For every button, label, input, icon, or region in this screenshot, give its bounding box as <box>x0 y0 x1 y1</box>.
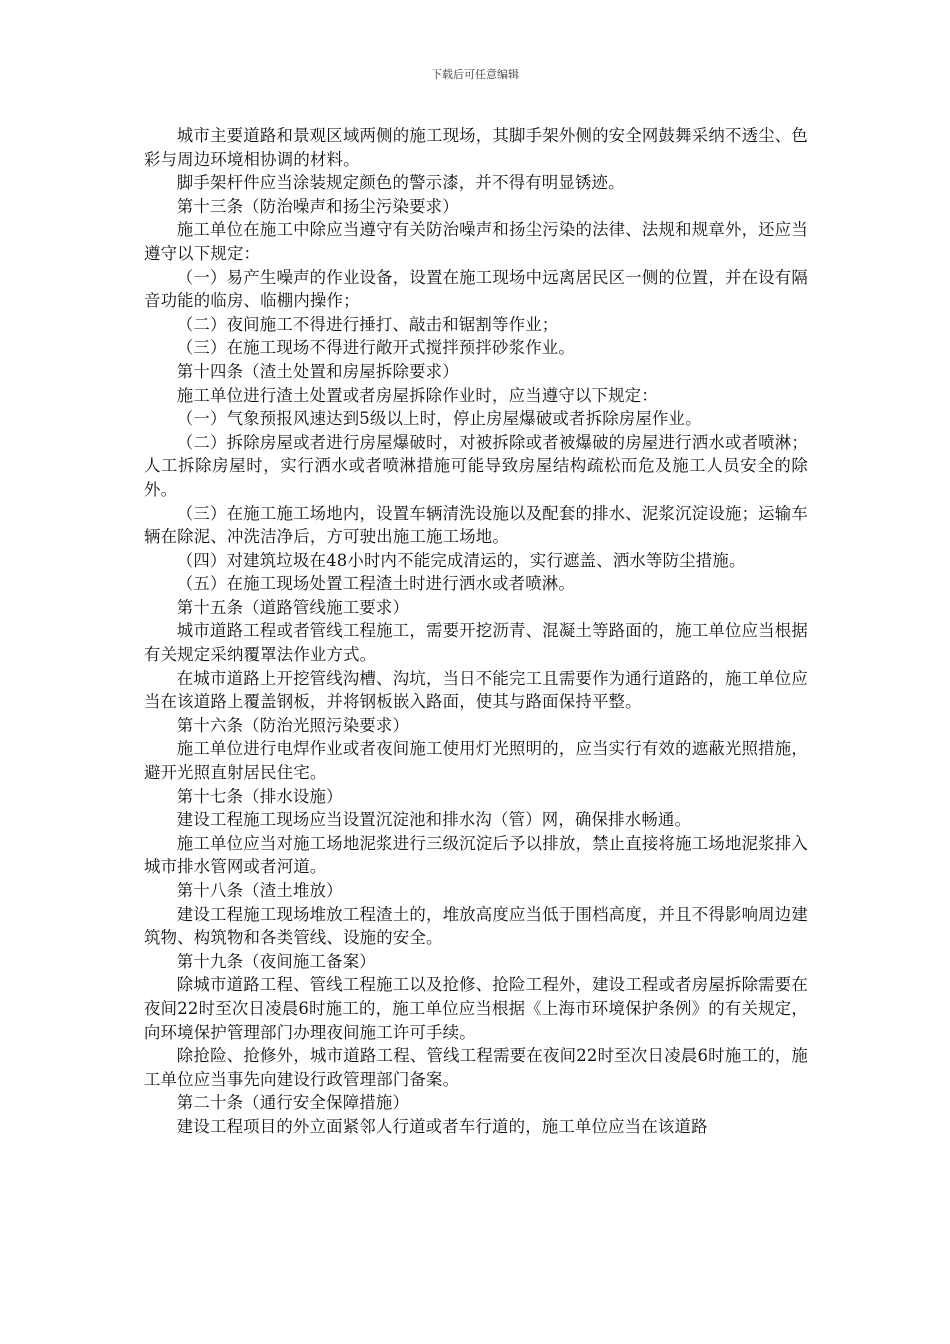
article-heading: 第十四条（渣土处置和房屋拆除要求） <box>176 361 459 381</box>
paragraph: 施工单位进行渣土处置或者房屋拆除作业时，应当遵守以下规定： <box>176 385 658 405</box>
list-item: （一）易产生噪声的作业设备，设置在施工现场中远离居民区一侧的位置，并在设有隔音功能的临房、临棚内操作； <box>144 267 808 311</box>
document-body <box>144 124 808 1139</box>
paragraph: 城市道路工程或者管线工程施工，需要开挖沥青、混凝土等路面的，施工单位应当根据有关规定采纳覆罩法作业方式。 <box>144 621 808 665</box>
paragraph: 施工单位应当对施工场地泥浆进行三级沉淀后予以排放，禁止直接将施工场地泥浆排入城市排水管网或者河道。 <box>144 833 808 877</box>
article-heading: 第二十条（通行安全保障措施） <box>176 1093 410 1113</box>
article-heading: 第十三条（防治噪声和扬尘污染要求） <box>176 196 459 216</box>
paragraph: 除城市道路工程、管线工程施工以及抢修、抢险工程外，建设工程或者房屋拆除需要在夜间22时至次日凌晨6时施工的，施工单位应当根据《上海市环境保护条例》的有关规定，向环境保护管理部门办理夜间施工许可手续。 <box>144 975 808 1042</box>
list-item: （一）气象预报风速达到5级以上时，停止房屋爆破或者拆除房屋作业。 <box>176 409 702 429</box>
paragraph: 除抢险、抢修外，城市道路工程、管线工程需要在夜间22时至次日凌晨6时施工的，施工单位应当事先向建设行政管理部门备案。 <box>144 1046 808 1089</box>
page-header-note: 下载后可任意编辑 <box>431 68 519 81</box>
list-item: （五）在施工现场处置工程渣土时进行洒水或者喷淋。 <box>176 574 575 594</box>
article-heading: 第十九条（夜间施工备案） <box>176 951 376 971</box>
list-item: （二）拆除房屋或者进行房屋爆破时，对被拆除或者被爆破的房屋进行洒水或者喷淋；人工拆除房屋时，实行洒水或者喷淋措施可能导致房屋结构疏松而危及施工人员安全的除外。 <box>144 432 808 499</box>
list-item: （三）在施工现场不得进行敞开式搅拌预拌砂浆作业。 <box>176 338 575 358</box>
paragraph: 建设工程施工现场应当设置沉淀池和排水沟（管）网，确保排水畅通。 <box>176 810 692 830</box>
article-heading: 第十七条（排水设施） <box>176 786 343 806</box>
paragraph: 城市主要道路和景观区域两侧的施工现场，其脚手架外侧的安全网鼓舞采纳不透尘、色彩与周边环境相协调的材料。 <box>144 126 808 169</box>
list-item: （三）在施工施工场地内，设置车辆清洗设施以及配套的排水、泥浆沉淀设施；运输车辆在除泥、冲洗洁净后，方可驶出施工施工场地。 <box>144 503 808 547</box>
article-heading: 第十五条（道路管线施工要求） <box>176 597 410 617</box>
list-item: （二）夜间施工不得进行捶打、敲击和锯割等作业； <box>176 314 559 334</box>
article-heading: 第十六条（防治光照污染要求） <box>176 715 410 735</box>
article-heading: 第十八条（渣土堆放） <box>176 881 343 900</box>
paragraph: 施工单位在施工中除应当遵守有关防治噪声和扬尘污染的法律、法规和规章外，还应当遵守以下规定： <box>144 220 808 263</box>
paragraph: 建设工程项目的外立面紧邻人行道或者车行道的，施工单位应当在该道路 <box>176 1116 708 1136</box>
paragraph: 脚手架杆件应当涂装规定颜色的警示漆，并不得有明显锈迹。 <box>176 173 625 193</box>
paragraph: 在城市道路上开挖管线沟槽、沟坑，当日不能完工且需要作为通行道路的，施工单位应当在该道路上覆盖钢板，并将钢板嵌入路面，使其与路面保持平整。 <box>144 668 808 712</box>
paragraph: 建设工程施工现场堆放工程渣土的，堆放高度应当低于围档高度，并且不得影响周边建筑物、构筑物和各类管线、设施的安全。 <box>144 904 808 948</box>
list-item: （四）对建筑垃圾在48小时内不能完成清运的，实行遮盖、洒水等防尘措施。 <box>176 550 746 570</box>
paragraph: 施工单位进行电焊作业或者夜间施工使用灯光照明的，应当实行有效的遮蔽光照措施，避开光照直射居民住宅。 <box>144 739 808 783</box>
